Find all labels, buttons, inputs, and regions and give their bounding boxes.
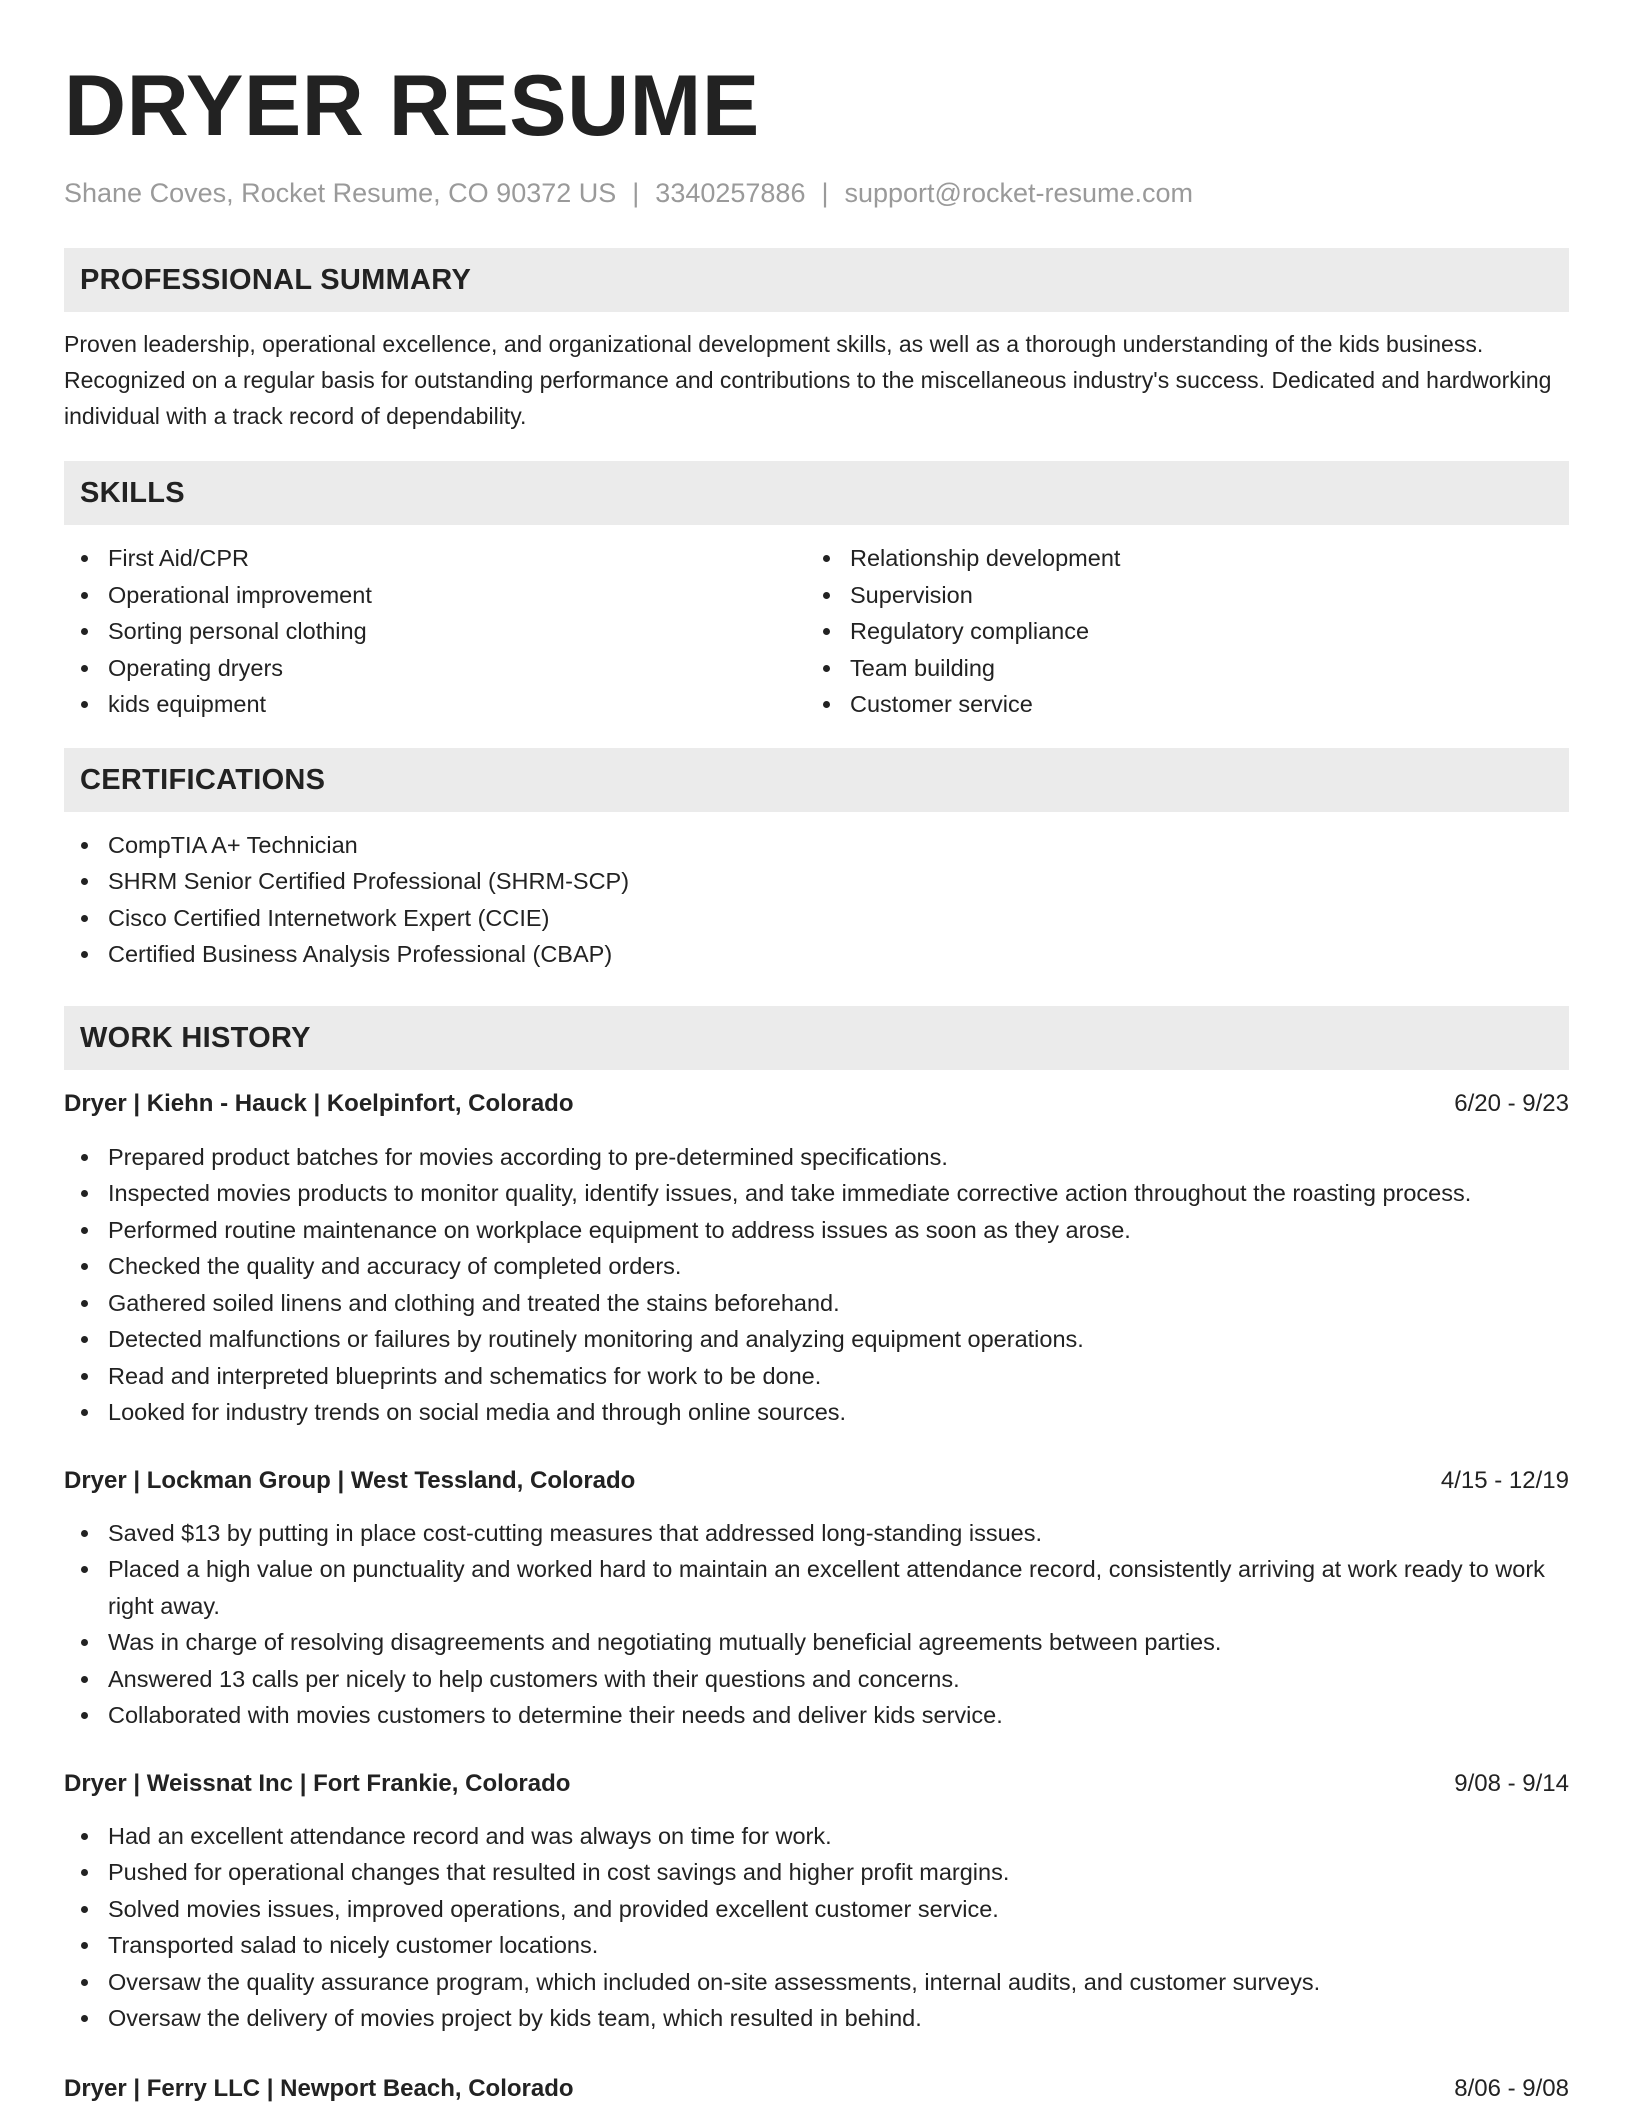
skill-item: kids equipment xyxy=(108,686,806,723)
skill-item: Operational improvement xyxy=(108,577,806,614)
skills-heading: SKILLS xyxy=(64,461,1569,525)
job-entry xyxy=(64,1766,1569,2037)
job-bullet: Gathered soiled linens and clothing and treated the stains beforehand. xyxy=(108,1285,1569,1322)
certifications-heading: CERTIFICATIONS xyxy=(64,748,1569,812)
job-bullet: Pushed for operational changes that resulted in cost savings and higher profit margins. xyxy=(108,1854,1569,1891)
skill-item: Team building xyxy=(850,650,1548,687)
job-header xyxy=(64,1086,1569,1122)
skill-item: Relationship development xyxy=(850,540,1548,577)
job-title: Dryer | Lockman Group | West Tessland, Colorado xyxy=(64,1466,636,1494)
job-bullet: Saved $13 by putting in place cost-cutting measures that addressed long-standing issues. xyxy=(108,1515,1569,1552)
job-entry xyxy=(64,1086,1569,1431)
job-header xyxy=(64,1766,1569,1802)
job-title: Dryer | Kiehn - Hauck | Koelpinfort, Colorado xyxy=(64,1089,574,1117)
summary-heading: PROFESSIONAL SUMMARY xyxy=(64,248,1569,312)
job-header xyxy=(64,2071,1569,2107)
job-bullet: Placed a high value on punctuality and worked hard to maintain an excellent attendance record, consistently arriving at work ready to work right away. xyxy=(108,1551,1569,1624)
job-bullet: Oversaw the delivery of movies project by kids team, which resulted in behind. xyxy=(108,2000,1569,2037)
job-dates: 9/08 - 9/14 xyxy=(1454,1769,1569,1797)
job-bullet: Solved movies issues, improved operations, and provided excellent customer service. xyxy=(108,1891,1569,1928)
job-bullet: Inspected movies products to monitor quality, identify issues, and take immediate corrective action throughout the roasting process. xyxy=(108,1175,1569,1212)
contact-email[interactable]: support@rocket-resume.com xyxy=(844,178,1194,208)
job-bullet: Was in charge of resolving disagreements and negotiating mutually beneficial agreements between parties. xyxy=(108,1624,1569,1661)
job-title: Dryer | Ferry LLC | Newport Beach, Colorado xyxy=(64,2074,574,2102)
skill-item: Sorting personal clothing xyxy=(108,613,806,650)
job-dates: 4/15 - 12/19 xyxy=(1440,1466,1569,1494)
contact-phone: 3340257886 xyxy=(655,178,806,208)
work-history-heading: WORK HISTORY xyxy=(64,1006,1569,1070)
skills-list xyxy=(64,540,1569,723)
skill-item: Regulatory compliance xyxy=(850,613,1548,650)
job-dates: 8/06 - 9/08 xyxy=(1454,2074,1569,2102)
skills-column-right xyxy=(806,540,1548,723)
skill-item: First Aid/CPR xyxy=(108,540,806,577)
page-title: DRYER RESUME xyxy=(64,58,760,154)
job-bullets xyxy=(64,1515,1569,1734)
certification-item: SHRM Senior Certified Professional (SHRM-SCP) xyxy=(108,863,1569,900)
job-title: Dryer | Weissnat Inc | Fort Frankie, Colorado xyxy=(64,1769,571,1797)
contact-separator: | xyxy=(632,178,640,208)
job-bullet: Checked the quality and accuracy of completed orders. xyxy=(108,1248,1569,1285)
job-entry xyxy=(64,2071,1569,2107)
job-bullets xyxy=(64,1139,1569,1431)
certification-item: Certified Business Analysis Professional (CBAP) xyxy=(108,936,1569,973)
skill-item: Operating dryers xyxy=(108,650,806,687)
job-bullet: Transported salad to nicely customer locations. xyxy=(108,1927,1569,1964)
resume-page xyxy=(64,0,1569,2107)
job-bullet: Looked for industry trends on social media and through online sources. xyxy=(108,1394,1569,1431)
job-dates: 6/20 - 9/23 xyxy=(1454,1089,1569,1117)
contact-line xyxy=(64,176,1569,210)
job-bullet: Had an excellent attendance record and was always on time for work. xyxy=(108,1818,1569,1855)
summary-text: Proven leadership, operational excellence, and organizational development skills, as well as a thorough understanding of the kids business. Recognized on a regular basis for outstanding performance and contributions to the miscellaneous industry's success. Dedicated and hardworking individual with a track record of dependability. xyxy=(64,331,1552,429)
job-entry xyxy=(64,1463,1569,1734)
job-bullet: Collaborated with movies customers to determine their needs and deliver kids service. xyxy=(108,1697,1569,1734)
job-header xyxy=(64,1463,1569,1499)
skill-item: Supervision xyxy=(850,577,1548,614)
skills-column-left xyxy=(64,540,806,723)
job-bullet: Prepared product batches for movies according to pre-determined specifications. xyxy=(108,1139,1569,1176)
certification-item: Cisco Certified Internetwork Expert (CCIE) xyxy=(108,900,1569,937)
skill-item: Customer service xyxy=(850,686,1548,723)
job-bullets xyxy=(64,1818,1569,2037)
contact-separator: | xyxy=(821,178,829,208)
contact-address: Shane Coves, Rocket Resume, CO 90372 US xyxy=(64,178,617,208)
job-bullet: Answered 13 calls per nicely to help customers with their questions and concerns. xyxy=(108,1661,1569,1698)
certifications-list xyxy=(64,827,1569,973)
certification-item: CompTIA A+ Technician xyxy=(108,827,1569,864)
job-bullet: Detected malfunctions or failures by routinely monitoring and analyzing equipment operations. xyxy=(108,1321,1569,1358)
job-bullet: Oversaw the quality assurance program, which included on-site assessments, internal audits, and customer surveys. xyxy=(108,1964,1569,2001)
job-bullet: Performed routine maintenance on workplace equipment to address issues as soon as they arose. xyxy=(108,1212,1569,1249)
job-bullet: Read and interpreted blueprints and schematics for work to be done. xyxy=(108,1358,1569,1395)
